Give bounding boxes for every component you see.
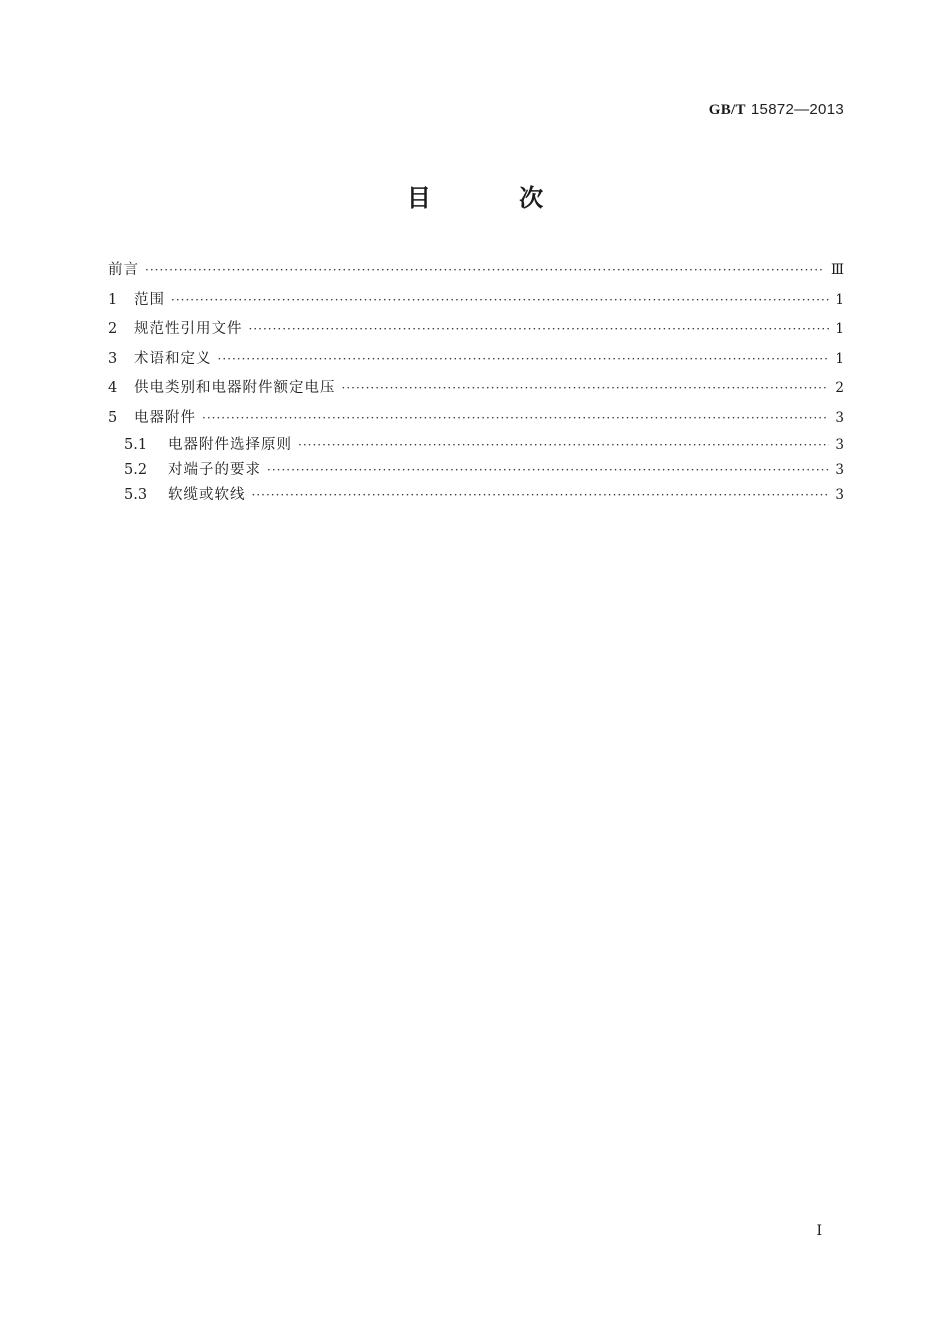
toc-entry-label: 电器附件 <box>134 409 196 426</box>
toc-entry-page: 3 <box>835 462 844 478</box>
toc-dot-leader <box>252 483 830 508</box>
toc-entry-label: 电器附件选择原则 <box>168 437 292 453</box>
toc-entry-normative-references[interactable] <box>108 315 844 345</box>
toc-entry-page: 1 <box>835 350 844 367</box>
toc-entry-selection-principles[interactable] <box>108 433 844 458</box>
toc-entry-page: 3 <box>835 409 844 426</box>
toc-dot-leader <box>145 256 825 286</box>
toc-entry-terms-definitions[interactable] <box>108 345 844 375</box>
standard-number <box>709 100 844 119</box>
toc-entry-label: 术语和定义 <box>134 350 212 367</box>
toc-entry-label: 对端子的要求 <box>168 462 261 478</box>
toc-entry-page: Ⅲ <box>830 262 844 278</box>
toc-entry-page: 2 <box>835 380 844 396</box>
toc-entry-label: 前言 <box>108 262 139 278</box>
toc-entry-scope[interactable] <box>108 286 844 316</box>
page-number: Ⅰ <box>816 1224 822 1239</box>
toc-entry-number: 5 <box>108 409 118 426</box>
toc-dot-leader <box>202 404 829 434</box>
toc-dot-leader <box>171 286 829 316</box>
toc-dot-leader <box>249 315 830 345</box>
toc-entry-number: 3 <box>108 350 118 367</box>
toc-entry-page: 3 <box>835 437 844 453</box>
toc-entry-page: 1 <box>835 291 844 308</box>
toc-entry-supply-category[interactable] <box>108 374 844 404</box>
standard-code: GB/T <box>708 102 746 118</box>
toc-entry-accessories[interactable] <box>108 404 844 434</box>
toc-entry-number: 5.1 <box>124 437 148 453</box>
toc-entry-number: 2 <box>108 321 118 337</box>
toc-entry-number: 1 <box>108 291 118 308</box>
toc-entry-label: 供电类别和电器附件额定电压 <box>134 380 336 396</box>
toc-dot-leader <box>218 345 830 375</box>
toc-entry-page: 3 <box>835 487 844 503</box>
toc-dot-leader <box>298 433 829 458</box>
page-title: 目 次 <box>406 184 584 212</box>
toc-dot-leader <box>342 374 830 404</box>
toc-entry-number: 5.3 <box>124 487 148 503</box>
toc-entry-foreword[interactable] <box>108 256 844 286</box>
toc-entry-label: 范围 <box>134 291 165 308</box>
toc-entry-flexible-cords[interactable] <box>108 483 844 508</box>
toc-dot-leader <box>267 458 829 483</box>
table-of-contents <box>108 256 844 508</box>
toc-entry-label: 软缆或软线 <box>168 487 246 503</box>
toc-entry-terminal-requirements[interactable] <box>108 458 844 483</box>
toc-entry-page: 1 <box>835 321 844 337</box>
standard-year-number: 15872—2013 <box>750 101 844 118</box>
toc-entry-number: 5.2 <box>124 462 148 478</box>
toc-entry-number: 4 <box>108 380 118 396</box>
toc-entry-label: 规范性引用文件 <box>134 321 243 337</box>
